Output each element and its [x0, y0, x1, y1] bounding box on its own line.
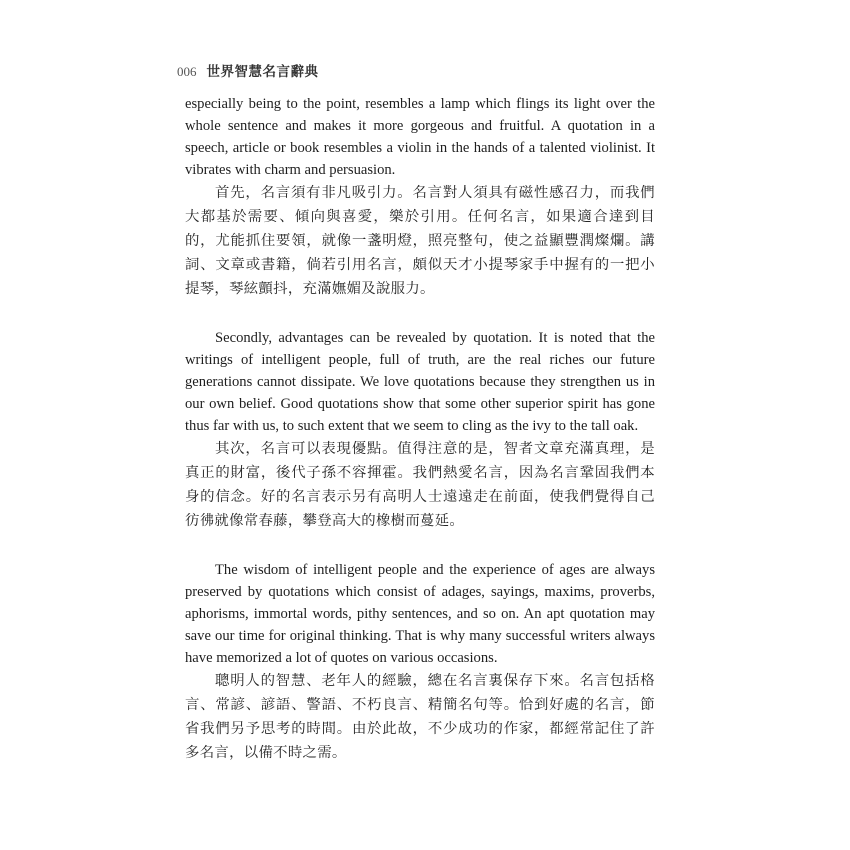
- chinese-paragraph-3: 聰明人的智慧、老年人的經驗，總在名言裏保存下來。名言包括格言、常諺、諺語、警語、不朽良言、精簡名句等。恰到好處的名言，節省我們另予思考的時間。由於此故，不少成功的作家，都經常記住了許多名言，以備不時之需。: [185, 673, 655, 761]
- english-paragraph-2: Secondly, advantages can be revealed by quotation. It is noted that the writings of intelligent people, full of truth, are the real riches our future generations cannot dissipate. We love quotations because they strengthen us in our own belief. Good quotations show that some other superior spirit has gone thus far with us, to such extent that we seem to cling as the ivy to the tall oak.: [185, 330, 655, 434]
- paragraph-spacer: [185, 533, 655, 559]
- page-body: [185, 93, 655, 765]
- english-paragraph-3: The wisdom of intelligent people and the experience of ages are always preserved by quotations which consist of adages, sayings, maxims, proverbs, aphorisms, immortal words, pithy sentences, and so on. An apt quotation may save our time for original thinking. That is why many successful writers always have memorized a lot of quotes on various occasions.: [185, 562, 655, 666]
- english-paragraph-1: especially being to the point, resembles a lamp which flings its light over the whole sentence and makes it more gorgeous and fruitful. A quotation in a speech, article or book resembles a violin in the hands of a talented violinist. It vibrates with charm and persuasion.: [185, 96, 655, 178]
- book-title: 世界智慧名言辭典: [206, 64, 319, 80]
- paragraph-spacer: [185, 301, 655, 327]
- page-number: 006: [177, 64, 197, 79]
- page-header: [177, 60, 319, 80]
- chinese-paragraph-1: 首先，名言須有非凡吸引力。名言對人須具有磁性感召力，而我們大都基於需要、傾向與喜愛，樂於引用。任何名言，如果適合達到目的，尤能抓住要領，就像一盞明燈，照亮整句，使之益顯豐潤燦爛。講詞、文章或書籍，倘若引用名言，頗似天才小提琴家手中握有的一把小提琴，琴絃顫抖，充滿嫵媚及說服力。: [185, 185, 655, 297]
- chinese-paragraph-2: 其次，名言可以表現優點。值得注意的是，智者文章充滿真理，是真正的財富，後代子孫不容揮霍。我們熱愛名言，因為名言鞏固我們本身的信念。好的名言表示另有高明人士遠遠走在前面，使我們覺得自己彷彿就像常春藤，攀登高大的橡樹而蔓延。: [185, 441, 655, 529]
